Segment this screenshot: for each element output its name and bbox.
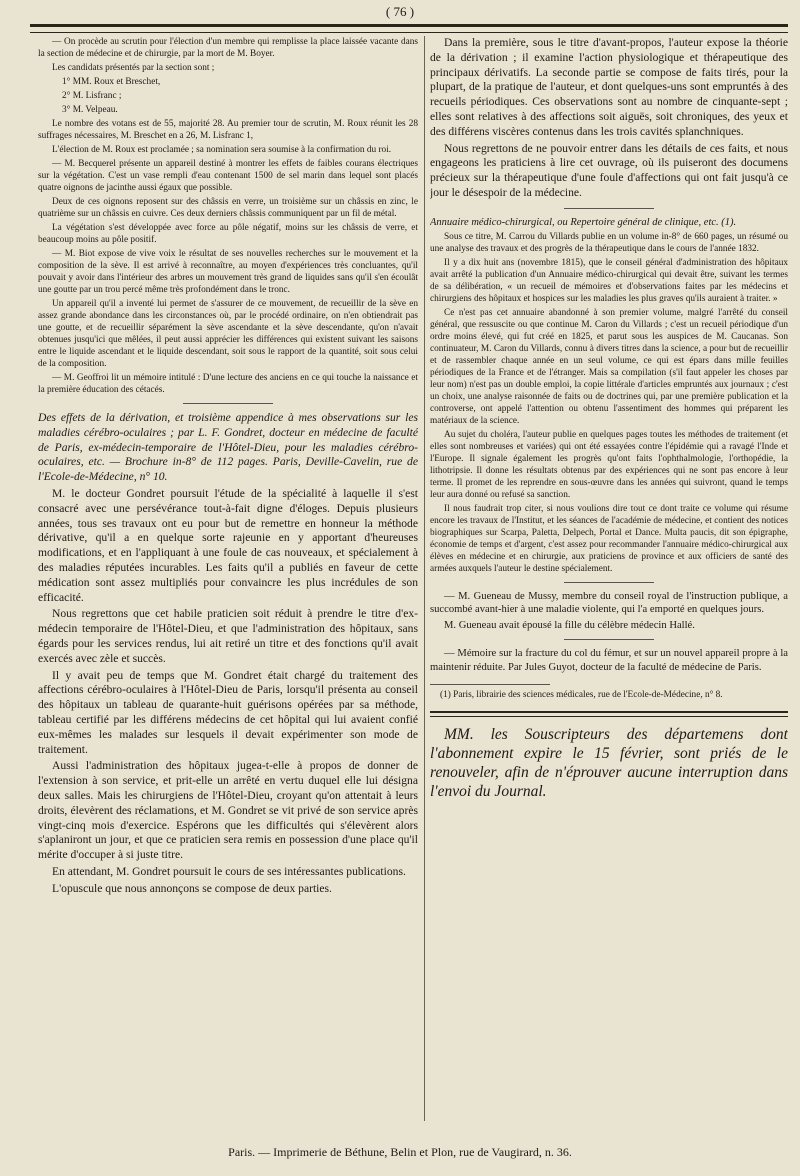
gueneau-paragraph-2: M. Gueneau avait épousé la fille du célèbre médecin Hallé. xyxy=(444,619,695,631)
gondret-paragraph-6: L'opuscule que nous annonçons se compose de deux parties. xyxy=(52,881,332,895)
section-divider xyxy=(564,208,654,209)
vegetation-paragraph: La végétation s'est développée avec force au pôle négatif, moins sur les châssis de verre, et beaucoup moins au pôle positif. xyxy=(38,223,418,245)
gondret-paragraph-2: Nous regrettons que cet habile praticien soit réduit à prendre le titre d'ex-médecin temporaire de l'Hôtel-Dieu, et que l'administration des hôpitaux, sans égards pour les services rendus, lui ait retiré un titre et des fonctions qu'il avait exercés avec zèle et succès. xyxy=(38,607,418,665)
candidate-2: 2° M. Lisfranc ; xyxy=(62,91,122,101)
top-rule xyxy=(30,24,788,33)
section-divider xyxy=(183,403,273,404)
academy-election-paragraph: — On procède au scrutin pour l'élection d'un membre qui remplisse la place laissée vacante dans la section de médecine et de chirurgie, par la mort de M. Boyer. xyxy=(38,37,418,59)
gondret-paragraph-4: Aussi l'administration des hôpitaux jugea-t-elle à propos de donner de l'extension à son service, et prit-elle un arrêté en vertu duquel elle lui désigna deux salles. Mais les chirurgiens de l'Hôtel-Dieu, croyant qu'on attentait à leurs droits, élevèrent des réclamations, et M. Gondret se vit privé de son service après vingt-cinq mois d'exercice. Espérons que les difficultés qui s'élevèrent alors s'aplaniront un jour, et que ce praticien sera remis en possession d'une place qu'il mérite d'occuper à si juste titre. xyxy=(38,759,418,862)
guyot-memoire-paragraph: — Mémoire sur la fracture du col du fémur, et sur un nouvel appareil propre à la maintenir réduite. Par Jules Guyot, docteur de la faculté de médecine de Paris. xyxy=(430,648,788,673)
annuaire-title: Annuaire médico-chirurgical, ou Repertoire général de clinique, etc. (1). xyxy=(430,216,737,228)
left-column xyxy=(38,36,418,1121)
right-column xyxy=(430,36,788,1121)
geoffroi-paragraph: — M. Geoffroi lit un mémoire intitulé : D'une lecture des anciens en ce qui touche la naissance et la première éducation des cétacés. xyxy=(38,373,418,395)
column-divider xyxy=(424,36,425,1121)
derivation-regret-paragraph: Nous regrettons de ne pouvoir entrer dans les détails de ces faits, et nous engageons les praticiens à lire cet ouvrage, où ils puiseront des documens précieux sur la thérapeutique d'une foule d'affections qui ont fait jusqu'à ce jour le désespoir de la médecine. xyxy=(430,141,788,199)
section-divider xyxy=(564,639,654,640)
candidates-intro: Les candidats présentés par la section sont ; xyxy=(52,63,215,73)
footnote-rule xyxy=(430,684,550,685)
annuaire-paragraph-5: Il nous faudrait trop citer, si nous voulions dire tout ce dont traite ce volume qui résume encore les travaux de l'Institut, et les séances de l'académie de médecine, et contient des notices biographiques sur Scarpa, Paletta, Delpech, Portal et Dance. Multa paucis, dit son épigraphe, économie de temps et d'argent, c'est assez pour recommander l'annuaire médico-chirurgical aux élèves en médecine et en chirurgie, aux praticiens de province et aux officiers de santé des armées auxquels l'auteur le destine spécialement. xyxy=(430,503,788,574)
gondret-paragraph-5: En attendant, M. Gondret poursuit le cours de ses intéressantes publications. xyxy=(52,864,406,878)
gueneau-paragraph-1: — M. Gueneau de Mussy, membre du conseil royal de l'instruction publique, a succombé avant-hier à une maladie violente, qui l'a emporté en quelques jours. xyxy=(430,590,788,616)
review-title-derivation: Des effets de la dérivation, et troisième appendice à mes observations sur les maladies cérébro-oculaires ; par L. F. Gondret, docteur en médecine de faculté de Paris, ex-médecin-temporaire de l'Hôtel-Dieu, pour les maladies cérébro-oculaires, etc. — Brochure in-8° de 112 pages. Paris, Deville-Cavelin, rue de l'Ecole-de-Médecine, n° 10. xyxy=(38,411,418,484)
annuaire-paragraph-4: Au sujet du choléra, l'auteur publie en quelques pages toutes les méthodes de traitement (et elles sont nombreuses et variées) qui ont été essayées contre l'épidémie qui a ravagé l'Inde et l'Europe. Il signale également les progrès qu'ont faits l'ophthalmologie, l'orthopédie, la lithotripsie. Il donne les résultats obtenus par des expériences qui ne sont pas encore à leur terme. Il promet de les reprendre en sous-œuvre dans les années qui suivront, quand le temps leur aura donné ou refusé sa sanction. xyxy=(430,429,788,500)
annuaire-paragraph-3: Ce n'est pas cet annuaire abandonné à son premier volume, malgré l'arrêté du conseil général, que ressuscite ou que continue M. Caron du Villards ; c'est un recueil périodique d'un ordre moins élevé, qui fut créé en 1825, et parut sous les auspices de M. Caucanas. Son continuateur, M. Caron du Villards, connu à divers titres dans la science, a pour but de recueillir et de rassembler chaque année en un seul volume, ce qui est épars dans mille feuilles périodiques de la France et de l'étranger. Mais sa compilation (s'il faut appeler les choses par leur nom) n'est pas un double emploi, la copie littérale d'articles empruntés aux journaux ; c'est un choix, une analyse raisonnée de faits ou de doctrines qui, par une première publication et la controverse, ont appelé l'attention ou obtenu l'assentiment des hommes qui préparent les matériaux de la science. xyxy=(430,307,788,426)
election-proclaimed-paragraph: L'élection de M. Roux est proclamée ; sa nomination sera soumise à la confirmation du roi. xyxy=(52,145,392,155)
subscribers-notice: MM. les Souscripteurs des départemens dont l'abonnement expire le 15 février, sont priés de le renouveler, afin de n'éprouver aucune interruption dans l'envoi du Journal. xyxy=(430,726,788,801)
gondret-paragraph-1: M. le docteur Gondret poursuit l'étude de la spécialité à laquelle il s'est consacré avec une persévérance tout-à-fait digne d'éloges. Depuis plusieurs années, tous ses travaux ont eu pour but de remettre en honneur la méthode dérivative, qu'il a en quelque sorte rajeunie en y apportant d'heureuses modifications, et en l'appliquant à une foule de cas nouveaux, et spécialement à des maladies réputées incurables. Les faits qu'il a publiés en faveur de cette médication sont assez multipliés pour convaincre les plus incrédules de son efficacité. xyxy=(38,486,418,604)
section-divider xyxy=(564,582,654,583)
derivation-parts-paragraph: Dans la première, sous le titre d'avant-propos, l'auteur expose la théorie de la dérivation ; il examine l'action physiologique et thérapeutique des principaux dérivatifs. La seconde partie se compose de faits tirés, pour la plupart, de la pratique de l'auteur, et dont quelques-uns sont empruntés à des recueils périodiques. Ces observations sont au nombre de cinquante-sept ; elles sont relatives à des affections soit aiguës, soit chroniques, des yeux et des différens viscères contenus dans les trois cavités splanchniques. xyxy=(430,36,788,138)
footnote: (1) Paris, librairie des sciences médicales, rue de l'Ecole-de-Médecine, n° 8. xyxy=(440,690,723,701)
vote-result-paragraph: Le nombre des votans est de 55, majorité 28. Au premier tour de scrutin, M. Roux réunit les 28 suffrages nécessaires, M. Breschet en a 26, M. Lisfranc 1, xyxy=(38,119,418,141)
onions-paragraph: Deux de ces oignons reposent sur des châssis en verre, un troisième sur un châssis en zinc, le quatrième sur un châssis en cuivre. Ces deux derniers châssis communiquent par un fil de métal. xyxy=(38,197,418,219)
candidate-1: 1° MM. Roux et Breschet, xyxy=(62,77,161,87)
gondret-paragraph-3: Il y avait peu de temps que M. Gondret était chargé du traitement des affections cérébro-oculaires à l'Hôtel-Dieu de Paris, lorsqu'il présenta au conseil des hôpitaux un tableau de quarante-huit guérisons opérées par sa méthode, tableau certifié par les différens médecins de cet hôpital qui lui avaient confié eux-mêmes les malades sur lesquels il devait expérimenter son mode de traitement. xyxy=(38,668,418,756)
annuaire-paragraph-1: Sous ce titre, M. Carrou du Villards publie en un volume in-8° de 660 pages, un résumé ou une analyse des travaux et des progrès de la thérapeutique dans le cours de l'année 1832. xyxy=(430,231,788,254)
printer-imprint: Paris. — Imprimerie de Béthune, Belin et Plon, rue de Vaugirard, n. 36. xyxy=(228,1145,572,1159)
becquerel-paragraph: — M. Becquerel présente un appareil destiné à montrer les effets de faibles courans électriques sur la végétation. C'est un vase rempli d'eau contenant 1500 de sel marin dans lequel sont placés quatre oignons de jacinthe aussi égaux que possible. xyxy=(38,159,418,193)
biot-paragraph: — M. Biot expose de vive voix le résultat de ses nouvelles recherches sur le mouvement et la composition de la sève. Il est arrivé à reconnaître, au moyen d'expériences très concluantes, qu'il pouvait y avoir dans l'intérieur des arbres un mouvement très grand de liquides sans qu'il s'en écoulât une goutte par un trou percé même très profondément dans le tronc. xyxy=(38,249,418,295)
biot-apparatus-paragraph: Un appareil qu'il a inventé lui permet de s'assurer de ce mouvement, de recueillir de la sève en assez grande abondance dans les circonstances où, par le procédé ordinaire, on n'en obtiendrait pas une goutte, et de recueillir séparément la sève ascendante et la sève descendante, qu'on n'avait obtenues jusqu'ici que mêlées, il peut aussi apprécier les différences qui existent suivant les saisons entre le liquide ascendant et le liquide descendant, soit sous le rapport de la quantité, soit sous celui de la composition. xyxy=(38,299,418,369)
annuaire-paragraph-2: Il y a dix huit ans (novembre 1815), que le conseil général d'administration des hôpitaux avait arrêté la publication d'un Annuaire médico-chirurgical qui devait être, suivant les termes de sa délibération, « un recueil de mémoires et d'observations faites par les médecins et chirurgiens des hôpitaux et hospices sur les maladies les plus graves qu'ils auraient à traiter. » xyxy=(430,257,788,304)
page-number: ( 76 ) xyxy=(385,4,415,19)
notice-rule xyxy=(430,711,788,717)
candidate-3: 3° M. Velpeau. xyxy=(62,105,118,115)
